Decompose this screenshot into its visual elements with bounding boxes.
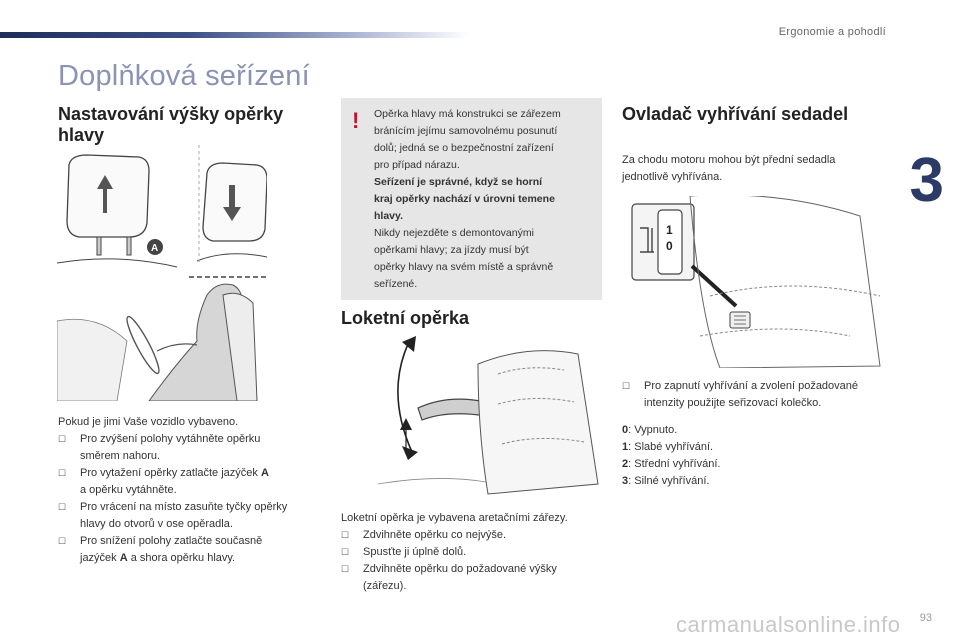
heating-text — [622, 378, 902, 490]
armrest-step-2: ☐ Spusťte ji úplně dolů. — [341, 544, 611, 561]
headrest-step-3: ☐ Pro vrácení na místo zasuňte tyčky opěrky hlavy do otvorů v ose opěradla. — [58, 499, 328, 533]
page-title: Doplňková seřízení — [58, 60, 310, 92]
armrest-heading: Loketní opěrka — [341, 308, 470, 328]
heating-step-1: ☐ Pro zapnutí vyhřívání a zvolení požadované intenzity použijte seřizovací kolečko. — [622, 378, 902, 412]
label-a-callout: A — [151, 243, 159, 254]
headrest-illustration — [57, 145, 267, 401]
heating-level-1: 1: Slabé vyhřívání. — [622, 441, 714, 453]
header-bar — [0, 32, 470, 38]
warning-text: Opěrka hlavy má konstrukci se zářezem bránícím jejímu samovolnému posunutí dolů; jedná se o bezpečnostní zařízení pro případ nárazu. Seřízení je správné, když se horní kraj opěrky nachází v úrovni temene hlavy. Nikdy nejezděte s demontovanými opěrkami hlavy; za jízdy musí být opěrky hlavy na svém místě a správně seřízené. — [374, 108, 561, 290]
headrest-step-1: ☐ Pro zvýšení polohy vytáhněte opěrku směrem nahoru. — [58, 431, 328, 465]
headrest-step-4: ☐ Pro snížení polohy zatlačte současně jazýček A a shora opěrku hlavy. — [58, 533, 328, 567]
dial-label-1: 1 — [666, 223, 673, 237]
headrest-intro: Pokud je jimi Vaše vozidlo vybaveno. — [58, 416, 239, 428]
heating-heading: Ovladač vyhřívání sedadel — [622, 104, 849, 124]
heating-level-2: 2: Střední vyhřívání. — [622, 458, 721, 470]
armrest-step-3: ☐ Zdvihněte opěrku do požadované výšky (zářezu). — [341, 561, 611, 595]
warning-icon: ! — [352, 108, 360, 133]
seat-heating-illustration — [630, 196, 890, 368]
heating-level-3: 3: Silné vyhřívání. — [622, 475, 710, 487]
armrest-step-1: ☐ Zdvihněte opěrku co nejvýše. — [341, 527, 611, 544]
armrest-text — [341, 510, 611, 595]
page-number: 93 — [919, 612, 932, 624]
armrest-illustration — [378, 334, 600, 496]
heating-intro: Za chodu motoru mohou být přední sedadla jednotlivě vyhřívána. — [622, 154, 836, 183]
headrest-step-2: ☐ Pro vytažení opěrky zatlačte jazýček A a opěrku vytáhněte. — [58, 465, 328, 499]
armrest-intro: Loketní opěrka je vybavena aretačními zářezy. — [341, 512, 568, 524]
headrest-text — [58, 414, 328, 567]
section-label: Ergonomie a pohodlí — [778, 26, 886, 38]
watermark: carmanualsonline.info — [676, 612, 901, 637]
chapter-number: 3 — [909, 146, 944, 215]
heating-level-0: 0: Vypnuto. — [622, 424, 678, 436]
headrest-heading: Nastavování výšky opěrky hlavy — [58, 104, 284, 145]
dial-label-0: 0 — [666, 239, 673, 253]
